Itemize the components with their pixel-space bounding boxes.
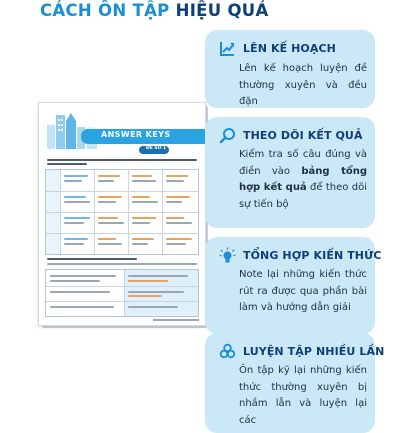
sheet-cell-line [98,222,124,224]
card-track-results-title: THEO DÕI KẾT QUẢ [243,128,363,142]
sheet-table-divider [46,233,198,234]
sheet-text-line [47,263,197,265]
sheet-cell-line [64,217,90,219]
card-track-results-body-part3: để theo dõi sự tiến bộ [239,182,367,210]
sheet-cell-line [50,291,110,293]
sheet-table-divider [46,301,198,302]
card-knowledge-summary-title-row [218,246,382,264]
sheet-table-divider [46,191,198,192]
card-knowledge-summary-title: TỔNG HỢP KIẾN THỨC [243,248,382,262]
page-title-part2: HIỆU QUẢ [175,1,269,20]
page-title [40,1,269,20]
sheet-cell-line [166,201,182,203]
sheet-cell-line [64,201,90,203]
sheet-cell-line [132,201,158,203]
card-plan-body [239,61,367,111]
sheet-table-divider [46,286,198,287]
card-track-results-body-part1: Kiểm tra số câu đúng và điền vào [239,149,367,177]
sheet-cell-line [64,238,88,240]
sheet-table-divider [124,270,125,316]
sheet-table-divider [60,170,61,254]
sheet-cell-line [132,222,150,224]
sheet-cell-line [98,238,116,240]
sheet-table-divider [162,170,163,254]
sheet-cell-line [132,180,156,182]
sheet-cell-line [132,243,148,245]
sheet-cell-line [128,295,162,297]
card-practice [205,333,385,433]
sheet-cell-line [98,243,122,245]
sheet-table-divider [128,170,129,254]
sheet-banner-text: ANSWER KEYS [101,130,171,139]
sheet-cell-line [132,217,156,219]
biohazard-icon [218,342,236,360]
sheet-table [45,169,199,255]
sheet-cell-line [64,243,84,245]
answer-keys-sheet-illustration [38,102,206,326]
card-plan-body-text: Lên kế hoạch luyện đề thường xuyên và đều đặn [239,63,367,107]
card-practice-body [239,363,367,429]
sheet-cell-line [166,217,184,219]
sheet-cell-line [64,222,84,224]
card-track-results-body [239,147,367,213]
sheet-cell-line [166,243,186,245]
card-plan-title-row [218,39,336,57]
page-title-part1: CÁCH ÔN TẬP [40,1,176,20]
sheet-cell-line [132,238,154,240]
sheet-cell-line [128,280,168,282]
sheet-footer-line [153,319,199,321]
sheet-cell-line [166,196,190,198]
sheet-text-line [47,258,137,260]
sheet-cell-line [166,175,188,177]
chart-trend-icon [218,39,236,57]
sheet-cell-line [128,306,178,308]
sheet-cell-line [166,180,184,182]
card-knowledge-summary [205,237,382,334]
sheet-cell-line [64,196,86,198]
sheet-cell-line [98,196,122,198]
sheet-cell-line [98,175,120,177]
sheet-cell-line [132,175,152,177]
sheet-cell-line [132,196,150,198]
card-track-results-body-bold: bảng tổng hợp kết quả [239,165,368,193]
card-knowledge-summary-body-text: Note lại những kiến thức rút ra được qua phần bài làm và hướng dẫn giải [239,269,367,313]
card-track-results [205,117,375,228]
card-practice-body-text: Ôn tập kỹ lại những kiến thức thường xuyên bị nhầm lẫn và luyện lại các [239,365,367,426]
lightbulb-icon [218,246,236,264]
sheet-table-divider [94,170,95,254]
card-track-results-title-row [218,126,363,144]
sheet-text-line [47,159,197,161]
sheet-cell-line [98,180,114,182]
card-knowledge-summary-body [239,267,367,317]
sheet-cell-line [50,280,100,282]
card-plan [205,30,375,108]
sheet-cell-line [98,201,116,203]
card-practice-title-row [218,342,384,360]
sheet-cell-line [64,180,82,182]
card-practice-title: LUYỆN TẬP NHIỀU LẦN [243,344,385,358]
sheet-text-line [47,163,87,165]
sheet-cell-line [50,275,116,277]
sheet-sub-banner-text: ĐỀ SỐ 1 [146,146,167,151]
magnifier-icon [218,126,236,144]
sheet-table-divider [46,212,198,213]
sheet-table [45,269,199,317]
sheet-cell-line [166,222,192,224]
sheet-cell-line [64,175,88,177]
sheet-cell-line [128,291,184,293]
sheet-cell-line [166,238,192,240]
sheet-cell-line [128,275,188,277]
card-plan-title: LÊN KẾ HOẠCH [243,41,336,55]
sheet-header [39,103,205,153]
sheet-cell-line [98,217,118,219]
sheet-cell-line [50,306,114,308]
